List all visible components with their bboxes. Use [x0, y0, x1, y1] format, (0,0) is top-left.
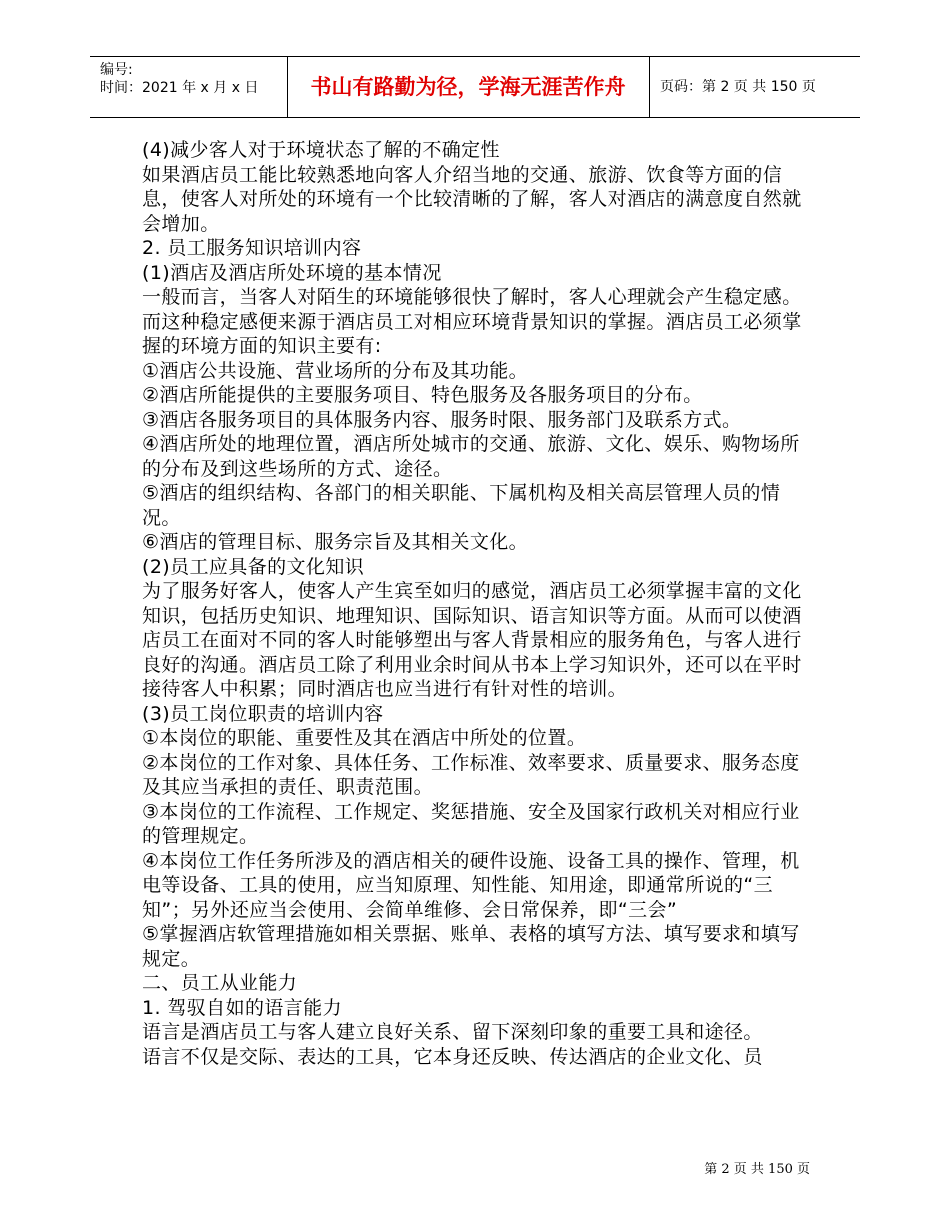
paragraph: ⑥酒店的管理目标、服务宗旨及其相关文化。 [142, 531, 529, 553]
paragraph: ⑤酒店的组织结构、各部门的相关职能、下属机构及相关高层管理人员的情况。 [142, 482, 781, 529]
header-divider-right [649, 57, 650, 117]
paragraph: ②酒店所能提供的主要服务项目、特色服务及各服务项目的分布。 [142, 384, 703, 406]
paragraph: 语言是酒店员工与客人建立良好关系、留下深刻印象的重要工具和途径。 [142, 1021, 763, 1043]
page-header [90, 56, 860, 118]
paragraph: 二、员工从业能力 [142, 972, 298, 994]
paragraph: (4)减少客人对于环境状态了解的不确定性 [142, 139, 500, 161]
paragraph: (3)员工岗位职责的培训内容 [142, 702, 384, 725]
paragraph: ⑤掌握酒店软管理措施如相关票据、账单、表格的填写方法、填写要求和填写规定。 [142, 923, 800, 970]
paragraph: 如果酒店员工能比较熟悉地向客人介绍当地的交通、旅游、饮食等方面的信息，使客人对所处的环境有一个比较清晰的了解，客人对酒店的满意度自然就会增加。 [142, 163, 802, 235]
paragraph: (2)员工应具备的文化知识 [142, 555, 365, 578]
paragraph: 1. 驾驭自如的语言能力 [142, 996, 342, 1019]
paragraph: ③本岗位的工作流程、工作规定、奖惩措施、安全及国家行政机关对相应行业的管理规定。 [142, 800, 800, 847]
paragraph: ②本岗位的工作对象、具体任务、工作标准、效率要求、质量要求、服务态度及其应当承担的责任、职责范围。 [142, 751, 800, 798]
paragraph: 一般而言，当客人对陌生的环境能够很快了解时，客人心理就会产生稳定感。而这种稳定感便来源于酒店员工对相应环境背景知识的掌握。酒店员工必须掌握的环境方面的知识主要有: [142, 286, 802, 357]
header-motto: 书山有路勤为径，学海无涯苦作舟 [310, 75, 626, 99]
page-footer: 第 2 页 共 150 页 [704, 1162, 810, 1177]
paragraph: (1)酒店及酒店所处环境的基本情况 [142, 261, 442, 284]
paragraph: ④酒店所处的地理位置，酒店所处城市的交通、旅游、文化、娱乐、购物场所的分布及到这些场所的方式、途径。 [142, 433, 800, 480]
paragraph: 2. 员工服务知识培训内容 [142, 237, 362, 259]
document-body [142, 138, 818, 1069]
paragraph: ①酒店公共设施、营业场所的分布及其功能。 [142, 359, 529, 382]
header-meta [100, 61, 258, 97]
document-date: 时间：2021 年 x 月 x 日 [100, 80, 259, 96]
paragraph: ④本岗位工作任务所涉及的酒店相关的硬件设施、设备工具的操作、管理，机电等设备、工具的使用，应当知原理、知性能、知用途，即通常所说的“三知”；另外还应当会使用、会简单维修、会日常保养，即“三会” [142, 849, 800, 921]
paragraph: ①本岗位的职能、重要性及其在酒店中所处的位置。 [142, 727, 587, 749]
paragraph: 为了服务好客人，使客人产生宾至如归的感觉，酒店员工必须掌握丰富的文化知识，包括历史知识、地理知识、国际知识、语言知识等方面。从而可以使酒店员工在面对不同的客人时能够塑出与客人背景相应的服务角色，与客人进行良好的沟通。酒店员工除了利用业余时间从书本上学习知识外，还可以在平时接待客人中积累；同时酒店也应当进行有针对性的培训。 [142, 580, 802, 700]
document-code-label: 编号: [100, 62, 133, 78]
header-page-number: 页码：第 2 页 共 150 页 [660, 79, 816, 95]
paragraph: 语言不仅是交际、表达的工具，它本身还反映、传达酒店的企业文化、员 [142, 1045, 763, 1068]
paragraph: ③酒店各服务项目的具体服务内容、服务时限、服务部门及联系方式。 [142, 408, 742, 431]
